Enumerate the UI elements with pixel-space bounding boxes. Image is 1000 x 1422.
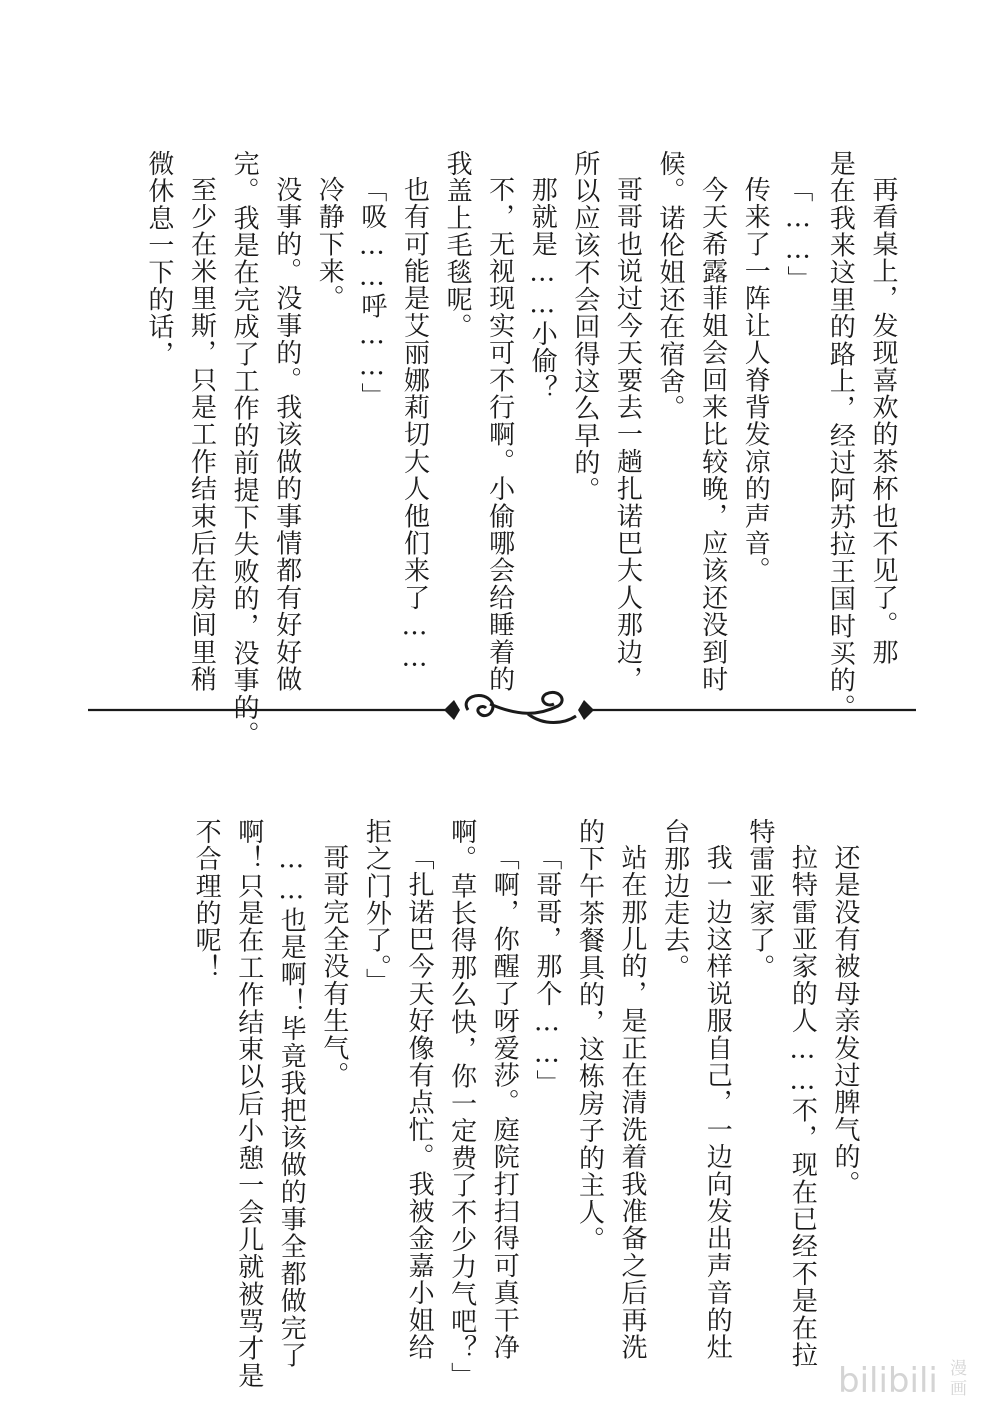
text-column: ……也是啊！毕竟我把该做的事全都做完了 (276, 844, 307, 1369)
text-column: 传来了一阵让人脊背发凉的声音。 (740, 176, 771, 584)
ornamental-divider (88, 680, 916, 740)
text-column: 「啊，你醒了呀爱莎。庭院打扫得可真干净 (489, 844, 520, 1361)
text-column: 「吸……呼……」 (356, 176, 387, 410)
text-column: 再看桌上，发现喜欢的茶杯也不见了。那 (868, 176, 898, 666)
text-column: 候。诺伦姐还在宿舍。 (655, 150, 686, 422)
text-column: 啊。草长得那么快，你一定费了不少力气吧？」 (446, 818, 477, 1390)
upper-text-block (137, 150, 904, 749)
text-column: 「哥哥，那个……」 (531, 844, 562, 1097)
divider-left-tip (444, 700, 460, 720)
text-column: 完。我是在完成了工作的前提下失败的，没事的。 (229, 150, 260, 749)
lower-text-block (185, 818, 867, 1390)
text-column: 啊！只是在工作结束以后小憩一会儿就被骂才是 (233, 818, 264, 1390)
text-column: 不，无视现实可不行啊。小偷哪会给睡着的 (484, 176, 515, 693)
divider-right-tip (578, 700, 594, 720)
text-column: 哥哥完全没有生气。 (318, 844, 349, 1089)
text-column: 那就是……小偷？ (527, 176, 558, 402)
text-column: 我盖上毛毯呢。 (442, 150, 473, 341)
text-column: 是在我来这里的路上，经过阿苏拉王国时买的。 (825, 150, 856, 722)
text-column: 台那边走去。 (659, 818, 690, 982)
text-column: 不合理的呢！ (191, 818, 222, 982)
text-column: 我一边这样说服自己，一边向发出声音的灶 (702, 844, 733, 1361)
text-column: 特雷亚家了。 (744, 818, 775, 982)
text-column: 所以应该不会回得这么早的。 (569, 150, 600, 504)
text-column: 还是没有被母亲发过脾气的。 (830, 844, 860, 1198)
text-column: 哥哥也说过今天要去一趟扎诺巴大人那边， (612, 176, 643, 693)
text-column: 「扎诺巴今天好像有点忙。我被金嘉小姐给 (404, 844, 435, 1361)
bilibili-manga-watermark (838, 1352, 978, 1402)
text-column: 微休息一下的话， (143, 150, 174, 368)
watermark-latin: bilibili (838, 1361, 938, 1401)
text-column: 今天希露菲姐会回来比较晚，应该还没到时 (697, 176, 728, 693)
watermark-cn-top: 漫 (950, 1359, 967, 1379)
divider-flourish (466, 692, 576, 722)
text-column: 站在那儿的，是正在清洗着我准备之后再洗 (617, 844, 648, 1361)
text-column: 没事的。没事的。我该做的事情都有好好做 (271, 176, 302, 693)
watermark-cn-bottom: 画 (950, 1379, 967, 1399)
text-column: 的下午茶餐具的，这栋房子的主人。 (574, 818, 605, 1254)
text-column: 拒之门外了。」 (361, 818, 392, 996)
text-column: 也有可能是艾丽娜莉切大人他们来了…… (399, 176, 430, 674)
text-column: 至少在米里斯，只是工作结束后在房间里稍 (186, 176, 217, 693)
text-column: 「……」 (782, 176, 813, 293)
text-column: 冷静下来。 (314, 176, 345, 312)
text-column: 拉特雷亚家的人……不，现在已经不是在拉 (787, 844, 818, 1369)
